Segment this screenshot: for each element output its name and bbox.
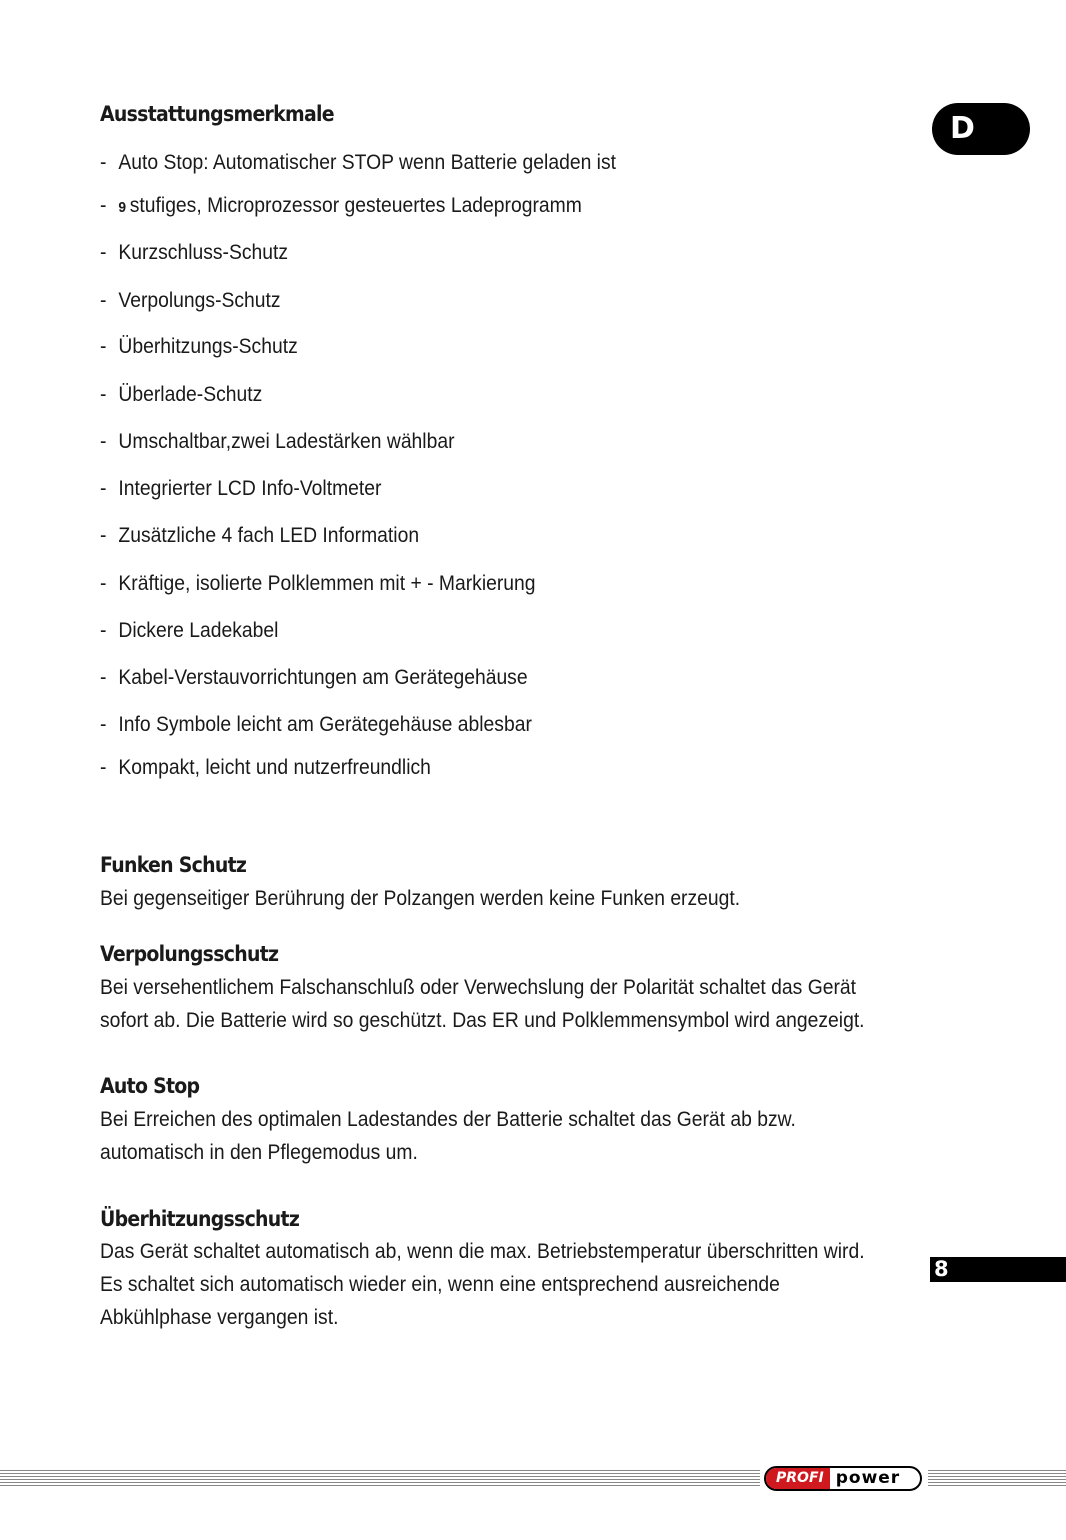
feature-item: - Überhitzungs-Schutz: [100, 335, 298, 358]
feature-item: - Auto Stop: Automatischer STOP wenn Batterie geladen ist: [100, 151, 617, 174]
logo-profi-text: PROFI: [766, 1468, 830, 1489]
auto-stop-text: Bei Erreichen des optimalen Ladestandes der Batterie schaltet das Gerät ab bzw. automatisch in den Pflegemodus um.: [100, 1108, 796, 1164]
feature-item: - Kabel-Verstauvorrichtungen am Gerätegehäuse: [100, 666, 528, 689]
feature-item: - Kompakt, leicht und nutzerfreundlich: [100, 756, 431, 779]
feature-item: - Verpolungs-Schutz: [100, 289, 281, 312]
language-tab: D: [932, 103, 1030, 155]
logo-power-text: power: [830, 1468, 906, 1489]
footer-rule-right: [928, 1470, 1066, 1486]
auto-stop-heading: Auto Stop: [100, 1074, 200, 1098]
feature-item: - Überlade-Schutz: [100, 383, 263, 406]
feature-item: - Integrierter LCD Info-Voltmeter: [100, 477, 382, 500]
spark-protection-text: Bei gegenseitiger Berührung der Polzangen werden keine Funken erzeugt.: [100, 887, 741, 910]
polarity-protection-heading: Verpolungsschutz: [100, 942, 279, 966]
page-number: 8: [930, 1257, 1066, 1282]
feature-item: - Umschaltbar,zwei Ladestärken wählbar: [100, 430, 455, 453]
brand-logo: [764, 1466, 922, 1491]
polarity-protection-text: Bei versehentlichem Falschanschluß oder Verwechslung der Polarität schaltet das Gerät sofort ab. Die Batterie wird so geschützt. Das ER und Polklemmensymbol wird angezeigt.: [100, 976, 865, 1032]
feature-item: - Zusätzliche 4 fach LED Information: [100, 524, 420, 547]
feature-item: - Kurzschluss-Schutz: [100, 241, 289, 264]
footer-rule-left: [0, 1470, 760, 1486]
feature-item: - Info Symbole leicht am Gerätegehäuse ablesbar: [100, 713, 532, 736]
overheat-protection-heading: Überhitzungsschutz: [100, 1207, 300, 1231]
features-heading: Ausstattungsmerkmale: [100, 102, 334, 126]
feature-item: - Dickere Ladekabel: [100, 619, 279, 642]
feature-item: - Kräftige, isolierte Polklemmen mit + - Markierung: [100, 572, 536, 595]
spark-protection-heading: Funken Schutz: [100, 853, 247, 877]
overheat-protection-text: Das Gerät schaltet automatisch ab, wenn die max. Betriebstemperatur überschritten wird. Es schaltet sich automatisch wieder ein, wenn eine entsprechend ausreichende Abkühlphase vergangen ist.: [100, 1240, 865, 1329]
feature-item: - 9 stufiges, Microprozessor gesteuertes Ladeprogramm: [100, 194, 582, 217]
